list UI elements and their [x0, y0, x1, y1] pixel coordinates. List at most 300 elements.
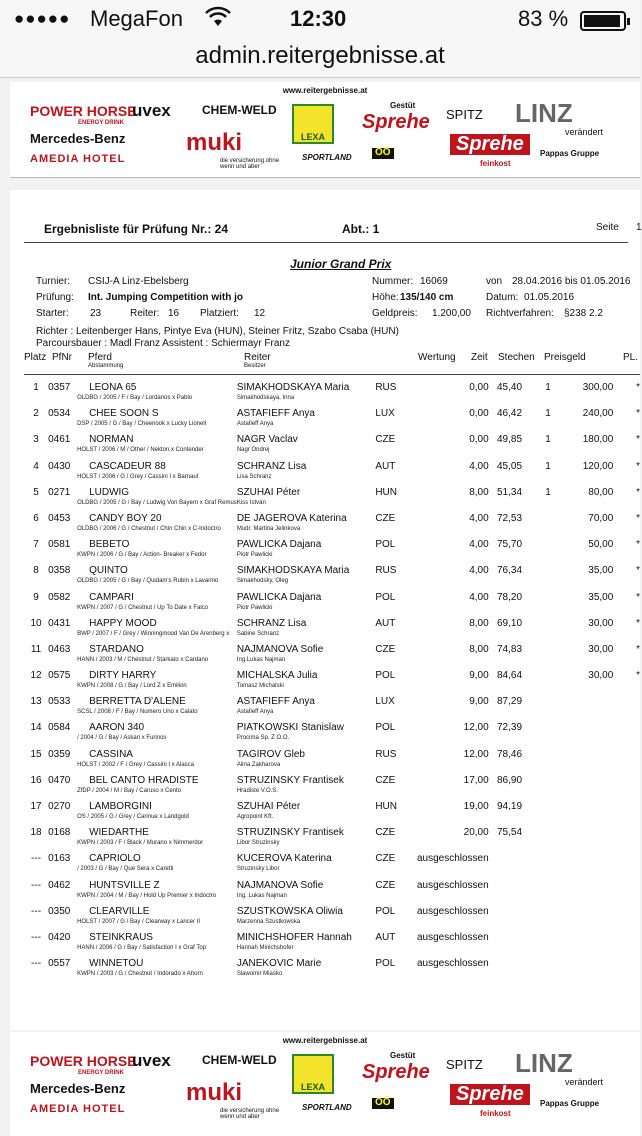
- owner-name: Procima Sp. Z O.O.: [236, 735, 290, 742]
- cell-stechen: [532, 906, 564, 932]
- powerhorse-logo: POWER HORSE: [30, 103, 137, 119]
- cell-reiter: [237, 434, 376, 460]
- mercedes-logo: Mercedes-Benz: [30, 131, 126, 146]
- cell-nation: POL: [375, 722, 396, 734]
- cell-pferd: [77, 775, 237, 801]
- rider-name: ASTAFIEFF Anya: [236, 408, 315, 420]
- cell-stechen: [532, 670, 564, 696]
- horse-pedigree: KWPN / 2006 / G / Bay / Action- Breaker x Fedor: [77, 552, 207, 559]
- sprehe-logo-1: Sprehe: [362, 1061, 430, 1083]
- linz-sub: verändert: [565, 127, 604, 137]
- cell-wertung: 17,00: [463, 774, 489, 786]
- cell-stechen: 1: [545, 486, 551, 498]
- cell-pl: *: [636, 486, 640, 498]
- platziert-label: Platziert:: [200, 308, 239, 319]
- muki-sub: die versicherung ohne wenn und aber: [220, 158, 280, 171]
- sprehe-logo-2: Sprehe: [450, 134, 530, 155]
- sportland-logo: SPORTLAND: [302, 153, 352, 162]
- cell-preisgeld: 180,00: [582, 434, 614, 446]
- sprehe-feinkost: feinkost: [480, 1109, 511, 1118]
- owner-name: Marzenna Szustkowska: [236, 918, 301, 925]
- owner-name: Astafieff Anya: [236, 709, 274, 716]
- horse-name: BERRETTA D'ALENE: [89, 696, 186, 708]
- battery-percent: 83 %: [518, 6, 569, 31]
- sprehe-logo-1: Sprehe: [362, 111, 430, 133]
- col-preisgeld: Preisgeld: [544, 352, 586, 363]
- rider-name: JANEKOVIC Marie: [236, 958, 322, 970]
- cell-pfnr: 0350: [48, 905, 71, 917]
- cell-pferd: [77, 461, 237, 487]
- cell-pferd: [77, 906, 237, 932]
- cell-pfnr: 0430: [48, 460, 71, 472]
- results-table: [24, 382, 640, 984]
- cell-zeit: 78,46: [496, 748, 523, 760]
- cell-nation: POL: [375, 670, 396, 682]
- owner-name: Simakhodsky, Oleg: [236, 578, 289, 585]
- cell-pl: *: [636, 382, 640, 393]
- parcoursbauer: Parcoursbauer : Madl Franz Assistent : Schiermayr Franz: [36, 338, 290, 349]
- platziert-value: 12: [254, 308, 266, 319]
- spitz-logo: SPITZ: [446, 107, 483, 122]
- cell-nation: AUT: [375, 617, 396, 629]
- cell-platz: 1: [33, 382, 39, 393]
- horse-name: CAPRIOLO: [89, 853, 141, 865]
- cell-pl: [613, 801, 640, 827]
- pruefung-value: Int. Jumping Competition with jo: [88, 292, 243, 303]
- cell-platz: 4: [33, 460, 39, 472]
- owner-name: Hannah Minichshofer: [236, 944, 294, 951]
- rider-name: SZUHAI Péter: [236, 801, 301, 812]
- cell-reiter: [237, 775, 376, 801]
- col-wertung: Wertung: [418, 352, 456, 363]
- horse-pedigree: / 2004 / G / Bay / Askari x Furinos: [77, 735, 167, 742]
- owner-name: Alina Zakharova: [236, 761, 281, 768]
- turnier-label: Turnier:: [36, 276, 71, 287]
- owner-name: Tomasz Michalski: [236, 683, 284, 690]
- cell-platz: ---: [31, 931, 42, 943]
- cell-zeit: 94,19: [496, 801, 523, 812]
- col-besitzer: Besitzer: [244, 363, 266, 369]
- cell-pfnr: 0359: [48, 748, 71, 760]
- cell-reiter: [237, 670, 376, 696]
- horse-pedigree: HANN / 2003 / M / Chestnut / Starkato x Cardano: [77, 656, 209, 663]
- cell-pferd: [77, 722, 237, 748]
- cell-wertung: 4,00: [469, 591, 489, 603]
- cell-stechen: [532, 880, 564, 906]
- cell-pferd: [77, 644, 237, 670]
- mercedes-logo: Mercedes-Benz: [30, 1081, 126, 1096]
- owner-name: Ing. Lukas Najman: [236, 892, 287, 899]
- rider-name: PAWLICKA Dajana: [236, 539, 322, 551]
- horse-pedigree: OLDBG / 2005 / F / Bay / Lordanos x Pablo: [77, 395, 193, 401]
- linz-sub: verändert: [565, 1077, 604, 1087]
- owner-name: Ing.Lukas Najman: [236, 656, 286, 663]
- table-row: [24, 670, 640, 696]
- cell-pferd: [77, 696, 237, 722]
- cell-nation: CZE: [375, 643, 396, 655]
- cell-pfnr: 0584: [48, 722, 71, 734]
- cell-reiter: [237, 827, 376, 853]
- cell-pferd: [77, 801, 237, 827]
- cell-reiter: [237, 565, 376, 591]
- carrier-name: MegaFon: [90, 6, 183, 31]
- table-row: [24, 749, 640, 775]
- von-value: 28.04.2016 bis 01.05.2016: [512, 276, 631, 287]
- horse-pedigree: DSP / 2005 / G / Bay / Cheenook x Lucky Lionell: [77, 421, 207, 428]
- horse-name: WIEDARTHE: [89, 827, 149, 839]
- cell-platz: 11: [30, 643, 42, 655]
- cell-preisgeld: 30,00: [588, 670, 614, 682]
- cell-stechen: [532, 827, 564, 853]
- cell-reiter: [237, 801, 376, 827]
- datum-label: Datum:: [486, 292, 519, 303]
- table-row: [24, 513, 640, 539]
- cell-preisgeld: [564, 906, 613, 932]
- cell-nation: RUS: [375, 748, 397, 760]
- cell-reiter: [237, 618, 376, 644]
- lexa-logo: LEXA: [292, 1054, 334, 1094]
- owner-name: Mudr. Martina Jelinkova: [236, 525, 301, 532]
- cell-zeit: [493, 880, 532, 906]
- cell-platz: ---: [31, 905, 42, 917]
- cell-nation: CZE: [375, 774, 396, 786]
- owner-name: Kiss István: [236, 499, 266, 506]
- cell-platz: 10: [30, 617, 42, 629]
- cell-stechen: 1: [545, 460, 551, 472]
- cell-zeit: 46,42: [496, 408, 523, 420]
- horse-name: CHEE SOON S: [89, 408, 159, 420]
- cell-stechen: [532, 722, 564, 748]
- cell-reiter: [237, 487, 376, 513]
- cell-nation: AUT: [375, 931, 396, 943]
- cell-platz: 13: [30, 696, 42, 708]
- results-document: [10, 190, 640, 1030]
- table-row: [24, 906, 640, 932]
- cell-wertung: 4,00: [469, 565, 489, 577]
- cell-pferd: [77, 487, 237, 513]
- rider-name: STRUZINSKY Frantisek: [236, 827, 344, 839]
- ooe-logo: OÖ: [372, 148, 394, 159]
- cell-wertung: ausgeschlossen: [416, 931, 489, 943]
- cell-preisgeld: 50,00: [588, 539, 614, 551]
- horse-pedigree: KWPN / 2004 / M / Bay / Hold Up Premier x Indoctro: [77, 892, 217, 899]
- linz-logo: LINZ: [515, 98, 573, 128]
- cell-pferd: [77, 539, 237, 565]
- ooe-logo: OÖ: [372, 1098, 394, 1109]
- cell-reiter: [237, 408, 376, 434]
- table-row: [24, 722, 640, 748]
- cell-pfnr: 0463: [48, 643, 71, 655]
- horse-pedigree: ZfDP / 2004 / M / Bay / Caruso x Cento: [77, 787, 181, 794]
- cell-preisgeld: [564, 749, 613, 775]
- amedia-logo: AMEDIA HOTEL: [30, 153, 126, 165]
- horse-name: CASSINA: [89, 748, 133, 760]
- uvex-logo: uvex: [132, 101, 171, 120]
- cell-stechen: [532, 801, 564, 827]
- table-row: [24, 461, 640, 487]
- horse-pedigree: HOLST / 2007 / G / Bay / Clearway x Lancer II: [77, 918, 201, 925]
- cell-pl: [613, 775, 640, 801]
- cell-pl: [613, 749, 640, 775]
- cell-pl: *: [636, 617, 640, 629]
- cell-zeit: 49,85: [496, 434, 523, 446]
- cell-pferd: [77, 853, 237, 879]
- wifi-icon: [205, 8, 231, 33]
- cell-reiter: [237, 958, 376, 984]
- cell-pl: *: [636, 670, 640, 682]
- sprehe-logo-2: Sprehe: [450, 1084, 530, 1105]
- horse-pedigree: SCSL / 2008 / F / Bay / Numero Uno x Calato: [77, 709, 198, 716]
- horse-pedigree: OLDBG / 2005 / G / Bay / Ludwig Von Bayern x Graf Remus: [77, 499, 237, 506]
- cell-pferd: [77, 932, 237, 958]
- rider-name: SZUSTKOWSKA Oliwia: [236, 905, 343, 917]
- cell-preisgeld: [564, 775, 613, 801]
- clock: 12:30: [290, 6, 347, 31]
- col-stechen: Stechen: [498, 352, 535, 363]
- cell-preisgeld: 300,00: [582, 382, 614, 393]
- horse-name: LUDWIG: [89, 486, 130, 498]
- cell-nation: CZE: [375, 434, 396, 446]
- table-row: [24, 801, 640, 827]
- cell-preisgeld: [564, 880, 613, 906]
- cell-pl: [613, 696, 640, 722]
- uvex-logo: uvex: [132, 1051, 171, 1070]
- powerhorse-sub: ENERGY DRINK: [78, 120, 124, 126]
- cell-preisgeld: 80,00: [588, 486, 614, 498]
- cell-wertung: 19,00: [463, 801, 489, 812]
- table-row: [24, 539, 640, 565]
- richtverfahren-label: Richtverfahren:: [486, 308, 554, 319]
- col-reiter: [244, 352, 271, 369]
- cell-zeit: [493, 906, 532, 932]
- col-abstammung: Abstammung: [88, 363, 124, 369]
- horse-pedigree: KWPN / 2003 / F / Black / Murano x Nimmerdor: [77, 840, 204, 847]
- cell-reiter: [237, 749, 376, 775]
- rider-name: DE JAGEROVA Katerina: [236, 512, 347, 524]
- col-pferd: [88, 352, 123, 369]
- cell-wertung: 9,00: [469, 670, 489, 682]
- cell-platz: 3: [33, 434, 39, 446]
- cell-nation: POL: [375, 591, 396, 603]
- cell-pferd: [77, 670, 237, 696]
- cell-preisgeld: 70,00: [588, 512, 614, 524]
- horse-pedigree: HOLST / 2006 / G / Grey / Cassini I x Barnaul: [77, 473, 198, 480]
- cell-wertung: 4,00: [469, 539, 489, 551]
- cell-zeit: 72,53: [496, 512, 523, 524]
- divider: [24, 374, 640, 375]
- table-row: [24, 565, 640, 591]
- cell-wertung: 8,00: [469, 643, 489, 655]
- rider-name: NAGR Vaclav: [236, 434, 298, 446]
- pruefung-label: Prüfung:: [36, 292, 74, 303]
- cell-stechen: [532, 565, 564, 591]
- col-platz: Platz: [24, 352, 47, 363]
- rider-name: SIMAKHODSKAYA Maria: [236, 565, 350, 577]
- seite-number: 1: [636, 222, 642, 233]
- owner-name: Sabine Schranz: [236, 630, 280, 637]
- cell-preisgeld: 30,00: [588, 617, 614, 629]
- url-bar[interactable]: admin.reitergebnisse.at: [0, 40, 640, 78]
- horse-pedigree: KWPN / 2003 / G / Chestnut / Indorado x Ahorn: [77, 971, 203, 978]
- sponsor-banner-bottom: [10, 1032, 640, 1136]
- datum-value: 01.05.2016: [524, 292, 575, 303]
- cell-wertung: 8,00: [469, 486, 489, 498]
- table-row: [24, 487, 640, 513]
- cell-reiter: [237, 539, 376, 565]
- cell-nation: POL: [375, 958, 396, 970]
- owner-name: Struzinsky Libor: [236, 866, 280, 873]
- rider-name: SCHRANZ Lisa: [236, 617, 307, 629]
- chemweld-logo: CHEM-WELD: [202, 1053, 277, 1067]
- cell-reiter: [237, 932, 376, 958]
- divider: [24, 242, 628, 243]
- cell-stechen: [532, 644, 564, 670]
- cell-zeit: 87,29: [496, 696, 523, 708]
- competition-title: Junior Grand Prix: [290, 257, 392, 271]
- col-pl: PL.: [623, 352, 639, 363]
- cell-stechen: 1: [545, 408, 551, 420]
- von-label: von: [486, 276, 503, 287]
- table-row: [24, 382, 640, 408]
- cell-pl: [613, 853, 640, 879]
- cell-preisgeld: [564, 722, 613, 748]
- table-row: [24, 592, 640, 618]
- cell-platz: 12: [30, 670, 42, 682]
- cell-wertung: 0,00: [469, 434, 489, 446]
- cell-pferd: [77, 408, 237, 434]
- owner-name: Piotr Pawlicki: [236, 552, 273, 559]
- rider-name: SCHRANZ Lisa: [236, 460, 307, 472]
- cell-nation: CZE: [375, 879, 396, 891]
- rider-name: STRUZINSKY Frantisek: [236, 774, 344, 786]
- hoehe-label: Höhe:: [372, 292, 399, 303]
- cell-wertung: 0,00: [469, 408, 489, 420]
- cell-nation: CZE: [375, 827, 396, 839]
- cell-pfnr: 0461: [48, 434, 71, 446]
- cell-nation: CZE: [375, 853, 396, 865]
- horse-name: WINNETOU: [89, 958, 144, 970]
- cell-pfnr: 0420: [48, 931, 71, 943]
- reiter-label: Reiter:: [130, 308, 160, 319]
- horse-pedigree: HOLST / 2006 / M / Other / Nekton x Contender: [77, 447, 204, 454]
- cell-stechen: [532, 539, 564, 565]
- cell-preisgeld: [564, 853, 613, 879]
- cell-pfnr: 0575: [48, 670, 71, 682]
- geldpreis-value: 1.200,00: [432, 308, 471, 319]
- cell-pl: [613, 906, 640, 932]
- cell-zeit: 84,64: [496, 670, 523, 682]
- horse-name: LAMBORGINI: [89, 801, 152, 812]
- cell-zeit: 86,90: [496, 774, 523, 786]
- horse-name: AARON 340: [89, 722, 145, 734]
- col-pfnr: PfNr: [52, 352, 72, 363]
- horse-name: STARDANO: [89, 643, 144, 655]
- sponsor-url: www.reitergebnisse.at: [282, 86, 368, 95]
- gestuet-label: Gestüt: [390, 101, 416, 110]
- cell-nation: CZE: [375, 512, 396, 524]
- cell-reiter: [237, 906, 376, 932]
- owner-name: Slawomir Miasko: [236, 971, 283, 978]
- cell-pfnr: 0533: [48, 696, 71, 708]
- horse-pedigree: OLDBG / 2006 / G / Chestnut / Chin Chin x C-Indoctro: [77, 525, 221, 532]
- cell-stechen: [532, 618, 564, 644]
- table-row: [24, 434, 640, 460]
- horse-name: CANDY BOY 20: [89, 512, 162, 524]
- cell-pferd: [77, 827, 237, 853]
- cell-reiter: [237, 696, 376, 722]
- cell-pl: *: [636, 565, 640, 577]
- cell-pfnr: 0357: [48, 382, 71, 393]
- cell-preisgeld: [564, 801, 613, 827]
- cell-pl: *: [636, 434, 640, 446]
- horse-name: NORMAN: [89, 434, 134, 446]
- muki-sub: die versicherung ohne wenn und aber: [220, 1108, 280, 1121]
- cell-pl: *: [636, 643, 640, 655]
- cell-pfnr: 0431: [48, 617, 71, 629]
- owner-name: Astafieff Anya: [236, 421, 274, 428]
- cell-stechen: [532, 513, 564, 539]
- cell-platz: 17: [30, 801, 42, 812]
- table-row: [24, 696, 640, 722]
- rider-name: PAWLICKA Dajana: [236, 591, 322, 603]
- richtverfahren-value: §238 2.2: [564, 308, 603, 319]
- cell-stechen: 1: [545, 382, 551, 393]
- pappas-logo: Pappas Gruppe: [540, 149, 600, 158]
- sponsor-url: www.reitergebnisse.at: [282, 1036, 368, 1045]
- cell-reiter: [237, 513, 376, 539]
- owner-name: Lisa Schranz: [236, 473, 272, 480]
- cell-platz: 18: [30, 827, 42, 839]
- cell-preisgeld: 35,00: [588, 591, 614, 603]
- cell-pfnr: 0270: [48, 801, 71, 812]
- cell-platz: 15: [30, 748, 42, 760]
- cell-platz: 16: [30, 774, 42, 786]
- rider-name: PIATKOWSKI Stanislaw: [236, 722, 344, 734]
- horse-pedigree: HOLST / 2002 / F / Grey / Cassini I x Alasca: [77, 761, 194, 768]
- cell-platz: ---: [31, 958, 42, 970]
- cell-preisgeld: [564, 696, 613, 722]
- cell-zeit: [493, 932, 532, 958]
- hoehe-value: 135/140 cm: [400, 292, 454, 303]
- cell-pferd: [77, 513, 237, 539]
- table-row: [24, 958, 640, 984]
- horse-pedigree: / 2003 / G / Bay / Que Sera x Caretti: [77, 866, 174, 873]
- horse-pedigree: HANN / 2006 / G / Bay / Satisfaction I x Graf Top: [77, 944, 207, 951]
- cell-stechen: [532, 853, 564, 879]
- horse-name: CLEARVILLE: [89, 905, 150, 917]
- amedia-logo: AMEDIA HOTEL: [30, 1103, 126, 1115]
- owner-name: Piotr Pawlicki: [236, 604, 273, 611]
- cell-preisgeld: 240,00: [582, 408, 614, 420]
- cell-wertung: 12,00: [463, 748, 489, 760]
- cell-zeit: 78,20: [496, 591, 523, 603]
- cell-zeit: [493, 853, 532, 879]
- cell-wertung: 4,00: [469, 512, 489, 524]
- cell-nation: POL: [375, 905, 396, 917]
- cell-reiter: [237, 592, 376, 618]
- cell-wertung: ausgeschlossen: [416, 905, 489, 917]
- cell-zeit: 45,05: [496, 460, 523, 472]
- cell-wertung: 4,00: [469, 460, 489, 472]
- linz-logo: LINZ: [515, 1048, 573, 1078]
- abteilung: Abt.: 1: [342, 222, 380, 236]
- spitz-logo: SPITZ: [446, 1057, 483, 1072]
- starter-label: Starter:: [36, 308, 69, 319]
- cell-pferd: [77, 958, 237, 984]
- cell-nation: LUX: [375, 696, 395, 708]
- cell-wertung: 20,00: [463, 827, 489, 839]
- cell-wertung: 0,00: [469, 382, 489, 393]
